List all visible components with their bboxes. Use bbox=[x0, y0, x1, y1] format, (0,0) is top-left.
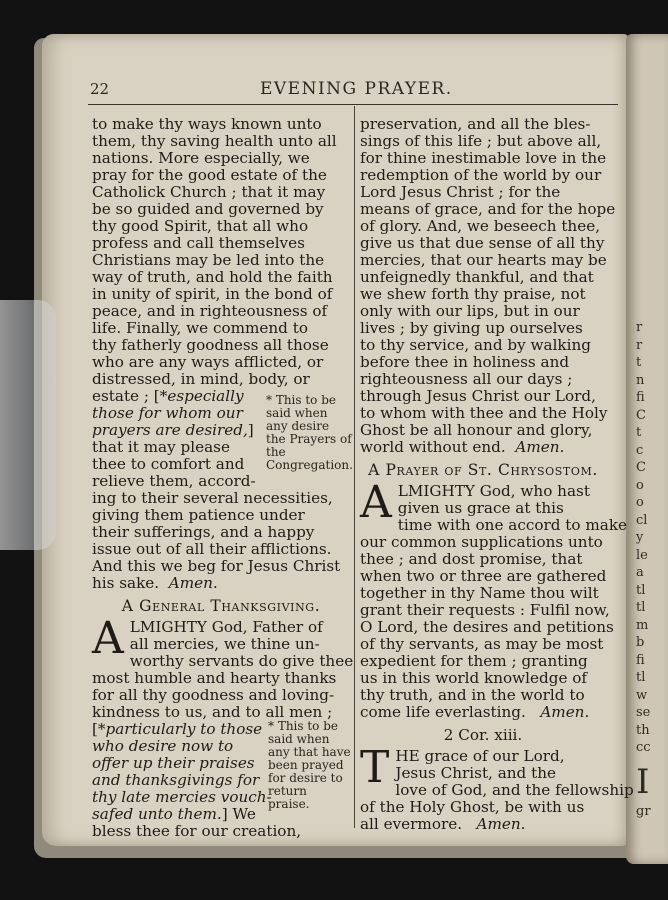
text-line: sings of this life ; but above all, bbox=[360, 132, 602, 150]
facing-page-fragment: th bbox=[636, 722, 650, 738]
text-line bbox=[360, 816, 606, 833]
right-column bbox=[360, 115, 634, 833]
facing-page-fragment: r bbox=[636, 320, 643, 335]
text-line: to whom with thee and the Holy bbox=[360, 404, 608, 422]
page-clip bbox=[0, 300, 56, 550]
text-line: through Jesus Christ our Lord, bbox=[360, 387, 596, 405]
facing-page-edge bbox=[626, 34, 668, 864]
text-line: most humble and hearty thanks bbox=[92, 669, 337, 687]
text-line: preservation, and all the bles- bbox=[360, 115, 591, 133]
text-line-part: ] bbox=[247, 421, 254, 439]
page-number: 22 bbox=[90, 80, 110, 98]
text-line: issue out of all their afflictions. bbox=[92, 540, 332, 558]
text-line-part: come life everlasting. bbox=[360, 703, 526, 721]
facing-page-fragment: I bbox=[636, 762, 650, 802]
italic-rubric: prayers are desired, bbox=[92, 421, 248, 439]
text-line: redemption of the world by our bbox=[360, 166, 602, 184]
text-line-part: ] We bbox=[221, 805, 256, 823]
facing-page-fragment: t bbox=[636, 355, 642, 370]
footnote-2: * This to be said when any that have been prayed for desire to return praise. bbox=[268, 719, 351, 811]
text-line: our common supplications unto bbox=[360, 533, 603, 551]
text-line: Jesus Christ, and the bbox=[395, 764, 556, 782]
section-heading-chrysostom: A Prayer of St. Chrysostom. bbox=[368, 461, 598, 479]
text-line: when two or three are gathered bbox=[360, 567, 607, 585]
text-line: And this we beg for Jesus Christ bbox=[92, 557, 341, 575]
facing-page-fragment: o bbox=[636, 477, 644, 493]
text-line bbox=[92, 575, 350, 592]
amen: Amen. bbox=[515, 438, 565, 456]
facing-page-fragment: c bbox=[636, 442, 644, 458]
facing-page-fragment: fi bbox=[636, 652, 645, 668]
footnote-1: * This to be said when any desire the Prayers of the Congregation. bbox=[266, 393, 353, 472]
text-line: life. Finally, we commend to bbox=[92, 319, 308, 337]
text-line: give us that due sense of all thy bbox=[360, 234, 605, 252]
italic-rubric: especially bbox=[167, 387, 244, 405]
drop-cap: T bbox=[360, 742, 390, 793]
text-line: thy truth, and in the world to bbox=[360, 686, 585, 704]
italic-rubric: thy late mercies vouch- bbox=[92, 788, 272, 806]
text-line bbox=[360, 704, 606, 721]
text-line: peace, and in righteousness of bbox=[92, 302, 328, 320]
text-line: in unity of spirit, in the bond of bbox=[92, 285, 333, 303]
facing-page-fragment: y bbox=[636, 530, 644, 545]
text-line-part: world without end. bbox=[360, 438, 506, 456]
facing-page-fragment: o bbox=[636, 495, 644, 510]
italic-rubric: offer up their praises bbox=[92, 754, 255, 772]
facing-page-fragment: r bbox=[636, 337, 643, 353]
column-divider bbox=[354, 106, 355, 828]
text-line: LMIGHTY God, who hast bbox=[397, 482, 590, 500]
text-line: pray for the good estate of the bbox=[92, 166, 327, 184]
text-line: of the Holy Ghost, be with us bbox=[360, 798, 585, 816]
text-line: expedient for them ; granting bbox=[360, 652, 588, 670]
text-line: who are any ways afflicted, or bbox=[92, 353, 324, 371]
amen: Amen. bbox=[540, 703, 590, 721]
text-line-part: his sake. bbox=[92, 574, 160, 592]
facing-page-fragment: cc bbox=[636, 740, 651, 755]
text-line: HE grace of our Lord, bbox=[395, 747, 565, 765]
facing-page-fragment: n bbox=[636, 372, 645, 388]
facing-page-fragment: b bbox=[636, 635, 645, 650]
amen: Amen. bbox=[476, 815, 526, 833]
facing-page-fragment: m bbox=[636, 617, 649, 633]
text-line: thee ; and dost promise, that bbox=[360, 550, 583, 568]
text-line: that it may please bbox=[92, 438, 230, 456]
italic-rubric: those for whom our bbox=[92, 404, 243, 422]
text-line: to thy service, and by walking bbox=[360, 336, 591, 354]
text-line: be so guided and governed by bbox=[92, 200, 324, 218]
text-line: nations. More especially, we bbox=[92, 149, 310, 167]
text-line: us in this world knowledge of bbox=[360, 669, 588, 687]
drop-cap: A bbox=[92, 613, 124, 664]
facing-page-fragment: cl bbox=[636, 512, 648, 528]
text-line bbox=[92, 388, 252, 405]
text-line: love of God, and the fellowship bbox=[395, 781, 634, 799]
text-line-part: [* bbox=[92, 720, 106, 738]
facing-page-fragment: se bbox=[636, 705, 651, 720]
chrysostom-text bbox=[360, 499, 628, 704]
text-line: Ghost be all honour and glory, bbox=[360, 421, 593, 439]
facing-page-fragment: le bbox=[636, 547, 648, 563]
facing-page-fragment: tl bbox=[636, 670, 646, 685]
italic-rubric: particularly to those bbox=[105, 720, 263, 738]
text-line bbox=[360, 439, 606, 456]
text-line: bless thee for our creation, bbox=[92, 822, 302, 840]
text-line: to make thy ways known unto bbox=[92, 115, 322, 133]
italic-rubric: who desire now to bbox=[92, 737, 234, 755]
text-line: mercies, that our hearts may be bbox=[360, 251, 607, 269]
text-line: thy fatherly goodness all those bbox=[92, 336, 329, 354]
facing-page-fragment: tl bbox=[636, 600, 646, 615]
facing-page-fragment: C bbox=[636, 407, 646, 423]
header-rule bbox=[88, 104, 618, 105]
section-heading-thanksgiving: A General Thanksgiving. bbox=[121, 597, 321, 615]
text-line: relieve them, accord- bbox=[92, 472, 256, 490]
text-line: ing to their several necessities, bbox=[92, 489, 333, 507]
text-line: time with one accord to make bbox=[397, 516, 628, 534]
text-line: unfeignedly thankful, and that bbox=[360, 268, 594, 286]
text-line: way of truth, and hold the faith bbox=[92, 268, 333, 286]
text-line: kindness to us, and to all men ; bbox=[92, 703, 333, 721]
text-line: for all thy goodness and loving- bbox=[92, 686, 335, 704]
text-line: means of grace, and for the hope bbox=[360, 200, 616, 218]
text-line: righteousness all our days ; bbox=[360, 370, 573, 388]
text-line: Catholick Church ; that it may bbox=[92, 183, 326, 201]
italic-rubric: safed unto them. bbox=[92, 805, 222, 823]
drop-cap: A bbox=[360, 477, 392, 528]
text-line: distressed, in mind, body, or bbox=[92, 370, 310, 388]
text-line: Christians may be led into the bbox=[92, 251, 325, 269]
text-line: them, thy saving health unto all bbox=[92, 132, 337, 150]
text-line: for thine inestimable love in the bbox=[360, 149, 607, 167]
intercession-text bbox=[92, 116, 350, 388]
text-line: LMIGHTY God, Father of bbox=[129, 618, 323, 636]
facing-page-fragment: gr bbox=[636, 804, 651, 819]
facing-page-fragment: a bbox=[636, 565, 644, 580]
text-line: of glory. And, we beseech thee, bbox=[360, 217, 601, 235]
text-line-part: all evermore. bbox=[360, 815, 463, 833]
thanksgiving-text-continued bbox=[360, 115, 616, 439]
facing-page-fragment: C bbox=[636, 460, 646, 475]
grace-text bbox=[360, 764, 634, 816]
text-line: thy good Spirit, that all who bbox=[92, 217, 309, 235]
text-line: before thee in holiness and bbox=[360, 353, 570, 371]
text-line: O Lord, the desires and petitions bbox=[360, 618, 614, 636]
text-line: thee to comfort and bbox=[92, 455, 245, 473]
text-line: given us grace at this bbox=[397, 499, 564, 517]
text-line: only with our lips, but in our bbox=[360, 302, 580, 320]
thanksgiving-text bbox=[92, 635, 354, 721]
facing-page-fragment: t bbox=[636, 425, 642, 440]
text-line-part: estate ; [* bbox=[92, 387, 168, 405]
text-line: profess and call themselves bbox=[92, 234, 305, 252]
text-line: their sufferings, and a happy bbox=[92, 523, 315, 541]
text-line: giving them patience under bbox=[92, 506, 305, 524]
page-header bbox=[90, 80, 618, 102]
text-line: lives ; by giving up ourselves bbox=[360, 319, 583, 337]
text-line: worthy servants do give thee bbox=[129, 652, 354, 670]
amen: Amen. bbox=[168, 574, 218, 592]
text-line: Lord Jesus Christ ; for the bbox=[360, 183, 561, 201]
italic-rubric: and thanksgivings for bbox=[92, 771, 260, 789]
facing-page-fragment: fi bbox=[636, 390, 645, 405]
text-line: grant their requests : Fulfil now, bbox=[360, 601, 610, 619]
facing-page-fragment: w bbox=[636, 687, 648, 703]
text-line: we shew forth thy praise, not bbox=[360, 285, 586, 303]
scripture-reference: 2 Cor. xiii. bbox=[443, 726, 523, 744]
text-line: all mercies, we thine un- bbox=[129, 635, 320, 653]
facing-page-fragment: tl bbox=[636, 582, 646, 598]
text-line: of thy servants, as may be most bbox=[360, 635, 604, 653]
running-title: EVENING PRAYER. bbox=[260, 79, 453, 99]
text-line: together in thy Name thou wilt bbox=[360, 584, 599, 602]
